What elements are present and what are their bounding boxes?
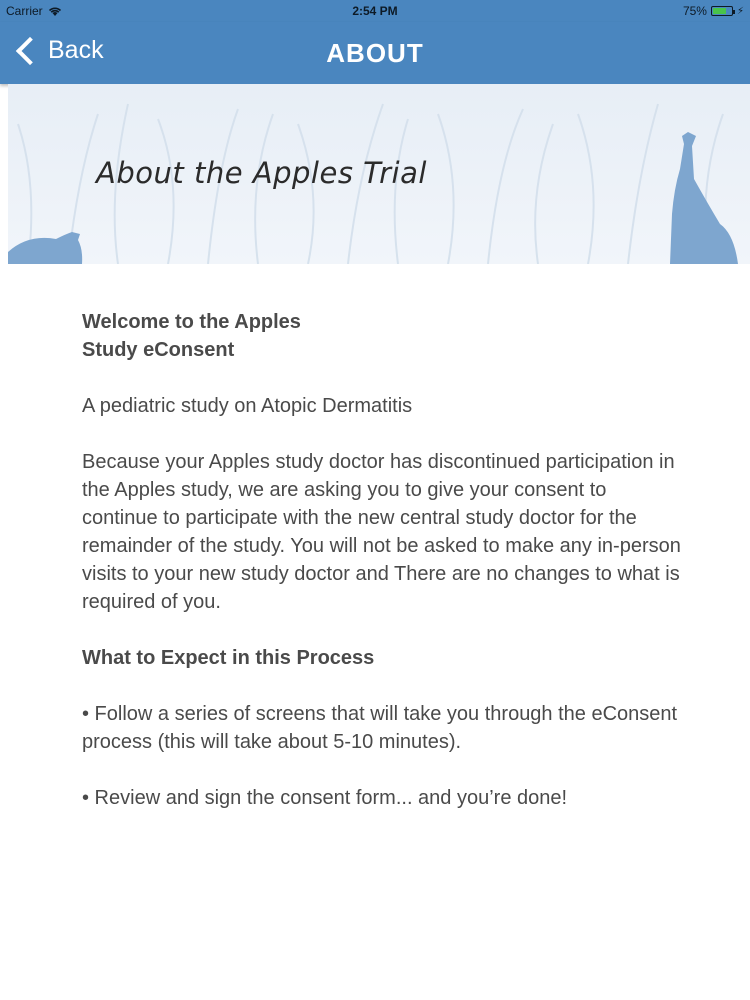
body-paragraph: Because your Apples study doctor has discontinued participation in the Apples study, we are asking you to give your consent to continue to participate with the new central study doctor for the remainder of the study. You will not be asked to make any in-person visits to your new study doctor and There are no changes to what is required of you. — [82, 451, 681, 613]
battery-icon — [711, 6, 733, 16]
status-right — [683, 4, 744, 18]
giraffe-silhouette — [670, 132, 738, 264]
charging-icon: ⚡ — [736, 5, 744, 17]
hero-title: About the Apples Trial — [96, 156, 427, 190]
bullet-item-1: • Follow a series of screens that will take you through the eConsent process (this will take about 5-10 minutes). — [82, 703, 678, 753]
back-label: Back — [48, 36, 104, 64]
expect-heading: What to Expect in this Process — [82, 647, 375, 669]
battery-percent: 75% — [682, 4, 707, 18]
welcome-line-2: Study eConsent — [82, 339, 235, 361]
carrier-label: Carrier — [6, 4, 43, 18]
welcome-line-1: Welcome to the Apples — [82, 311, 301, 333]
hero-banner — [8, 84, 750, 264]
battery-fill — [713, 8, 727, 14]
status-time: 2:54 PM — [352, 4, 398, 18]
welcome-heading — [82, 308, 682, 364]
main-content — [82, 308, 682, 840]
study-subtitle: A pediatric study on Atopic Dermatitis — [82, 395, 413, 417]
status-bar — [0, 0, 750, 22]
bullet-item-2: • Review and sign the consent form... and you’re done! — [82, 787, 568, 809]
page-title: ABOUT — [326, 38, 424, 68]
animal-silhouette — [8, 232, 82, 264]
navigation-bar — [0, 22, 750, 84]
